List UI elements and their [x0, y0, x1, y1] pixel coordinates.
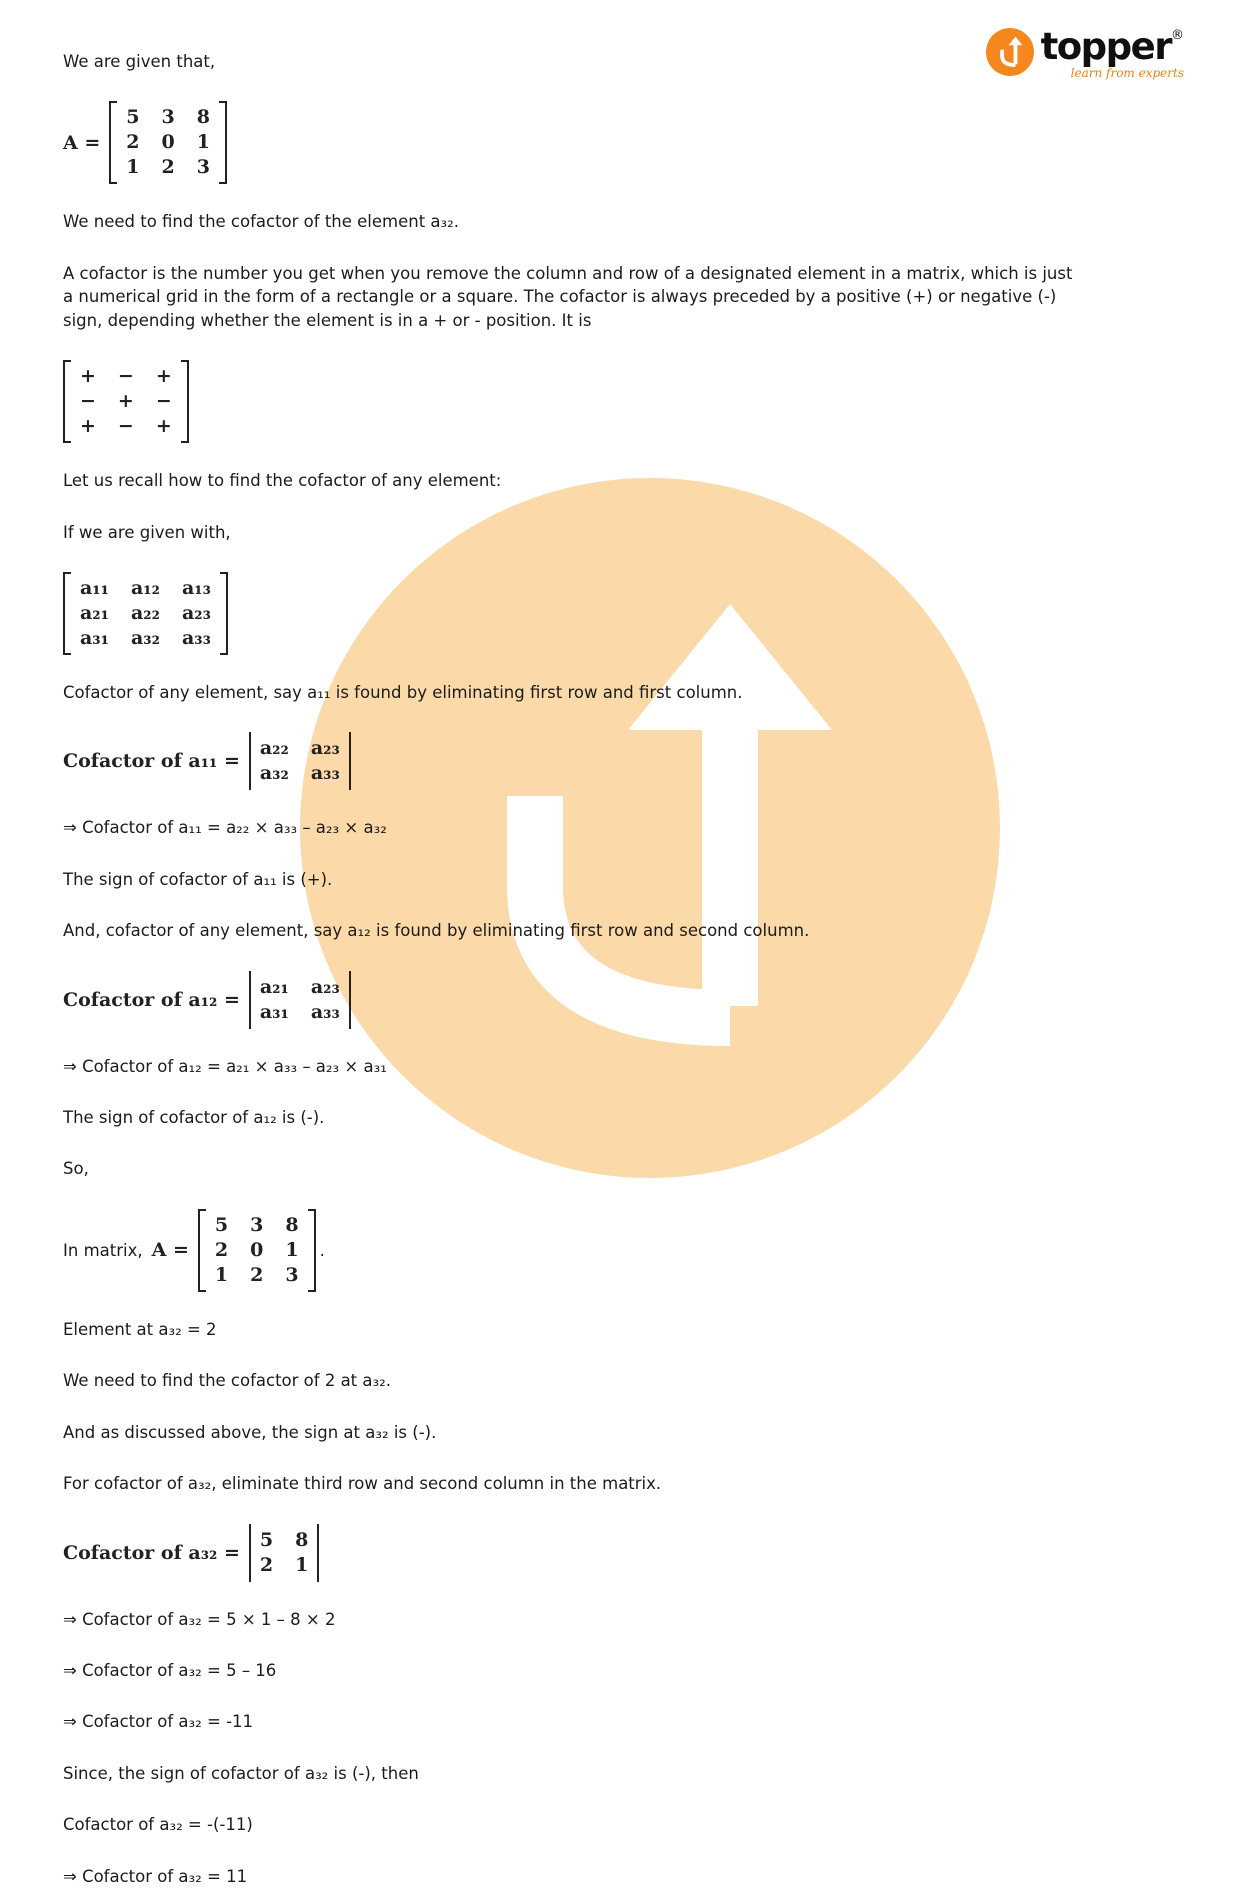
right-bracket — [220, 572, 228, 655]
paragraph-step3: ⇒ Cofactor of a₃₂ = -11 — [63, 1712, 254, 1732]
matrix-cell: a₂₃ — [310, 737, 340, 760]
cofactor-a11-determinant — [249, 732, 351, 790]
matrix-row — [260, 736, 340, 761]
sign-matrix — [63, 360, 189, 443]
left-bracket — [63, 572, 71, 655]
matrix-cell: a₁₂ — [130, 576, 160, 599]
matrix-cell: 8 — [295, 1528, 309, 1551]
paragraph-so: So, — [63, 1159, 89, 1179]
matrix-cell: a₃₁ — [259, 1000, 289, 1023]
matrix-cell: 0 — [250, 1238, 264, 1261]
left-bracket — [109, 101, 117, 184]
matrix-row — [215, 1213, 299, 1238]
paragraph-given-with: If we are given with, — [63, 522, 231, 542]
paragraph-since: Since, the sign of cofactor of a₃₂ is (-), then — [63, 1763, 419, 1783]
brand-name: topper — [1040, 25, 1171, 68]
paragraph-definition: A cofactor is the number you get when you remove the column and row of a designated element in a matrix, which is just a numerical grid in the form of a rectangle or a square. The cofactor is always preceded by a positive (+) or negative (-) sign, depending whether the element is in a + or - position. It is — [63, 263, 1073, 330]
matrix-cell: a₂₂ — [130, 601, 160, 624]
matrix-row — [215, 1238, 299, 1263]
matrix-cell: a₂₁ — [80, 601, 109, 624]
right-bracket — [181, 360, 189, 443]
paragraph-cofactor-a12-formula: ⇒ Cofactor of a₁₂ = a₂₁ × a₃₃ – a₂₃ × a₃₁ — [63, 1056, 387, 1076]
paragraph-cofactor-a11-intro: Cofactor of any element, say a₁₁ is found by eliminating first row and first column. — [63, 682, 743, 702]
matrix-cell: 5 — [126, 106, 140, 129]
matrix-row — [80, 601, 211, 626]
matrix-cell: 8 — [285, 1213, 299, 1236]
matrix-cell: a₃₃ — [310, 1000, 340, 1023]
matrix-row — [215, 1263, 299, 1288]
right-bracket — [308, 1209, 316, 1292]
matrix-cell: a₂₃ — [181, 601, 211, 624]
cofactor-a11-line — [63, 732, 1175, 790]
logo-text-block — [1040, 25, 1184, 80]
matrix-row — [80, 389, 172, 414]
matrix-row — [260, 1553, 308, 1578]
matrix-a-line — [63, 101, 1175, 184]
right-bar — [349, 732, 351, 790]
cofactor-a12-label: Cofactor of a₁₂ = — [63, 988, 240, 1011]
matrix-cell: 1 — [126, 156, 140, 179]
matrix-cell: a₁₁ — [80, 576, 109, 599]
right-bracket — [219, 101, 227, 184]
in-matrix-prefix: In matrix, — [63, 1240, 143, 1260]
matrix-cell: − — [117, 415, 134, 438]
toppr-circle-icon — [986, 28, 1034, 76]
matrix-cell: a₂₃ — [310, 975, 340, 998]
in-matrix-suffix: . — [319, 1240, 325, 1260]
matrix-cell: 2 — [259, 1553, 274, 1576]
paragraph-sign-a12: The sign of cofactor of a₁₂ is (-). — [63, 1108, 325, 1128]
left-bracket — [63, 360, 71, 443]
paragraph-eliminate: For cofactor of a₃₂, eliminate third row and second column in the matrix. — [63, 1474, 662, 1494]
matrix-cell: 1 — [295, 1553, 309, 1576]
matrix-a2-body — [206, 1209, 308, 1292]
matrix-cell: + — [155, 415, 172, 438]
in-matrix-line — [63, 1209, 1175, 1292]
matrix-row — [126, 105, 210, 130]
paragraph-final2: ⇒ Cofactor of a₃₂ = 11 — [63, 1866, 248, 1886]
paragraph-need: We need to find the cofactor of the element a₃₂. — [63, 212, 460, 232]
matrix-cell: 2 — [250, 1263, 264, 1286]
matrix-cell: 2 — [126, 131, 140, 154]
matrix-cell: + — [80, 365, 96, 388]
matrix-row — [80, 364, 172, 389]
matrix-a-label: A = — [63, 131, 101, 154]
general-matrix — [63, 572, 228, 655]
left-bracket — [198, 1209, 206, 1292]
paragraph-element-at: Element at a₃₂ = 2 — [63, 1319, 217, 1339]
matrix-row — [260, 975, 340, 1000]
cofactor-a11-label: Cofactor of a₁₁ = — [63, 750, 240, 773]
matrix-cell: 2 — [214, 1238, 229, 1261]
matrix-a-body — [117, 101, 219, 184]
matrix-cell: 8 — [196, 106, 210, 129]
matrix-cell: a₃₃ — [181, 626, 211, 649]
matrix-cell: a₃₂ — [130, 626, 160, 649]
matrix-cell: − — [117, 365, 134, 388]
matrix-cell: a₃₂ — [259, 762, 289, 785]
matrix-cell: 1 — [214, 1263, 229, 1286]
paragraph-sign-a11: The sign of cofactor of a₁₁ is (+). — [63, 869, 333, 889]
cofactor-a32-label: Cofactor of a₃₂ = — [63, 1541, 240, 1564]
cofactor-a32-determinant — [249, 1524, 319, 1582]
matrix-cell: 2 — [161, 156, 175, 179]
cofactor-a12-line — [63, 971, 1175, 1029]
paragraph-step1: ⇒ Cofactor of a₃₂ = 5 × 1 – 8 × 2 — [63, 1609, 336, 1629]
matrix-a — [109, 101, 227, 184]
matrix-cell: a₁₃ — [181, 576, 211, 599]
matrix-cell: + — [80, 415, 96, 438]
matrix-cell: 3 — [285, 1263, 299, 1286]
matrix-cell: 3 — [196, 156, 210, 179]
cofactor-a12-det-body — [251, 971, 349, 1029]
matrix-row — [126, 155, 210, 180]
matrix-row — [260, 1528, 308, 1553]
matrix-cell: + — [117, 390, 134, 413]
matrix-cell: 0 — [161, 131, 175, 154]
cofactor-a11-det-body — [251, 732, 349, 790]
matrix-cell: 3 — [250, 1213, 264, 1236]
matrix-row — [80, 626, 211, 651]
matrix-a2-label: A = — [151, 1239, 189, 1262]
matrix-row — [260, 1000, 340, 1025]
right-bar — [317, 1524, 319, 1582]
paragraph-step2: ⇒ Cofactor of a₃₂ = 5 – 16 — [63, 1661, 277, 1681]
matrix-row — [80, 414, 172, 439]
matrix-cell: a₂₂ — [259, 737, 289, 760]
general-matrix-line — [63, 572, 1175, 655]
paragraph-cofactor-a11-formula: ⇒ Cofactor of a₁₁ = a₂₂ × a₃₃ – a₂₃ × a₃₂ — [63, 818, 387, 838]
paragraph-recall: Let us recall how to find the cofactor of any element: — [63, 471, 502, 491]
cofactor-a32-line — [63, 1524, 1175, 1582]
brand-tagline: learn from experts — [1070, 66, 1184, 80]
matrix-a2 — [198, 1209, 316, 1292]
paragraph-need-cofactor2: We need to find the cofactor of 2 at a₃₂. — [63, 1371, 391, 1391]
sign-matrix-line — [63, 360, 1175, 443]
paragraph-final1: Cofactor of a₃₂ = -(-11) — [63, 1815, 253, 1835]
matrix-cell: a₂₁ — [259, 975, 289, 998]
matrix-cell: a₃₁ — [80, 626, 109, 649]
matrix-cell: 5 — [214, 1213, 229, 1236]
matrix-cell: 3 — [161, 106, 175, 129]
matrix-cell: 1 — [285, 1238, 299, 1261]
cofactor-a32-det-body — [251, 1524, 317, 1582]
matrix-cell: 5 — [259, 1528, 274, 1551]
matrix-cell: − — [155, 390, 172, 413]
matrix-row — [80, 576, 211, 601]
paragraph-sign-discussed: And as discussed above, the sign at a₃₂ is (-). — [63, 1422, 437, 1442]
matrix-cell: 1 — [196, 131, 210, 154]
paragraph-intro: We are given that, — [63, 52, 216, 71]
general-matrix-body — [71, 572, 220, 655]
matrix-row — [260, 761, 340, 786]
topper-logo — [986, 25, 1184, 80]
matrix-cell: + — [155, 365, 172, 388]
registered-mark: ® — [1171, 28, 1184, 43]
cofactor-a12-determinant — [249, 971, 351, 1029]
matrix-row — [126, 130, 210, 155]
sign-matrix-body — [71, 360, 181, 443]
paragraph-cofactor-a12-intro: And, cofactor of any element, say a₁₂ is found by eliminating first row and second column. — [63, 921, 810, 941]
matrix-cell: − — [80, 390, 96, 413]
matrix-cell: a₃₃ — [310, 762, 340, 785]
right-bar — [349, 971, 351, 1029]
